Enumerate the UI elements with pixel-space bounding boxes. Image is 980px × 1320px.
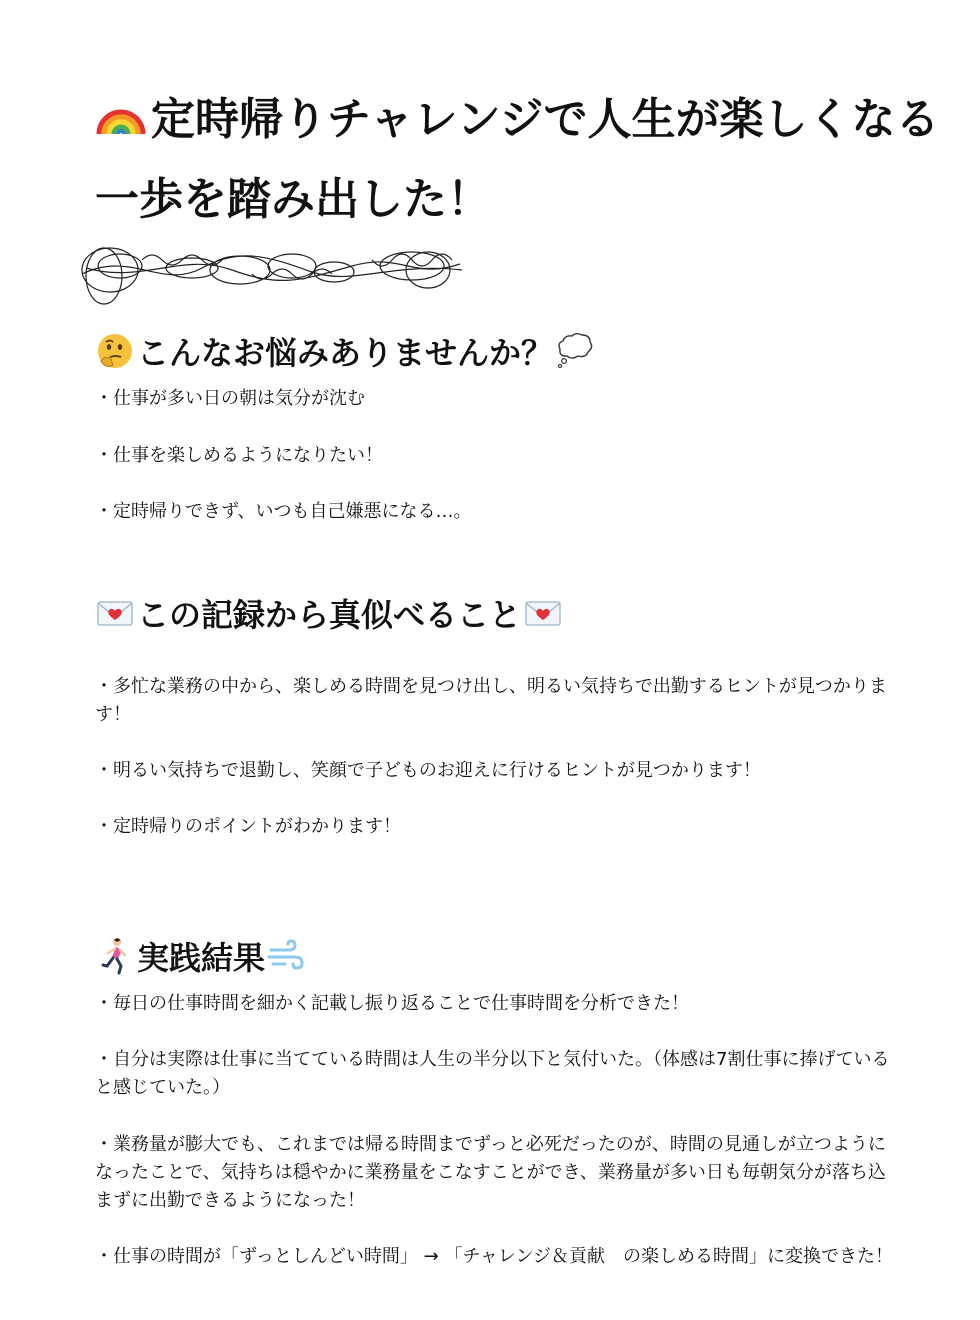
title-line-2: 一歩を踏み出した！ — [95, 174, 491, 225]
list-item: ・自分は実際は仕事に当てている時間は人生の半分以下と気付いた。（体感は7割仕事に捧げていると感じていた。） — [95, 1049, 890, 1098]
running-woman-icon — [95, 936, 135, 976]
title-line-1 — [95, 80, 940, 160]
section-heading-results — [95, 933, 307, 979]
section-heading-worries — [95, 328, 595, 374]
list-item: ・毎日の仕事時間を細かく記載し振り返ることで仕事時間を分析できた！ — [95, 993, 689, 1014]
page-title — [95, 80, 940, 240]
section-heading-text: こんなお悩みありませんか？ — [137, 334, 554, 372]
dash-icon — [267, 936, 307, 976]
list-item: ・仕事が多い日の朝は気分が沈む — [95, 388, 365, 409]
list-item: ・多忙な業務の中から、楽しめる時間を見つけ出し、明るい気持ちで出勤するヒントが見つかります！ — [95, 676, 887, 725]
list-item: ・業務量が膨大でも、これまでは帰る時間までずっと必死だったのが、時間の見通しが立つようになったことで、気持ちは穏やかに業務量をこなすことができ、業務量が多い日も毎朝気分が落ち込まずに出勤できるようになった！ — [95, 1134, 886, 1211]
title-text-1: 定時帰りチャレンジで人生が楽しくなる — [151, 94, 940, 145]
list-item: ・仕事の時間が「ずっとしんどい時間」 → 「チャレンジ＆貢献 の楽しめる時間」に変換できた！ — [95, 1246, 894, 1267]
section-heading-text: 実践結果 — [137, 939, 266, 977]
love-letter-icon — [523, 593, 563, 633]
list-item: ・定時帰りのポイントがわかります！ — [95, 816, 401, 837]
scribbled-out-text — [72, 240, 472, 310]
list-item: ・明るい気持ちで退勤し、笑顔で子どものお迎えに行けるヒントが見つかります！ — [95, 760, 761, 781]
list-item: ・定時帰りできず、いつも自己嫌悪になる…。 — [95, 501, 472, 522]
thought-balloon-icon — [555, 331, 595, 371]
rainbow-icon — [95, 88, 147, 140]
section-heading-learnings — [95, 590, 563, 636]
list-item: ・仕事を楽しめるようになりたい！ — [95, 445, 383, 466]
thinking-face-icon — [95, 331, 135, 371]
love-letter-icon — [95, 593, 135, 633]
section-heading-text: この記録から真似べること — [137, 596, 522, 634]
